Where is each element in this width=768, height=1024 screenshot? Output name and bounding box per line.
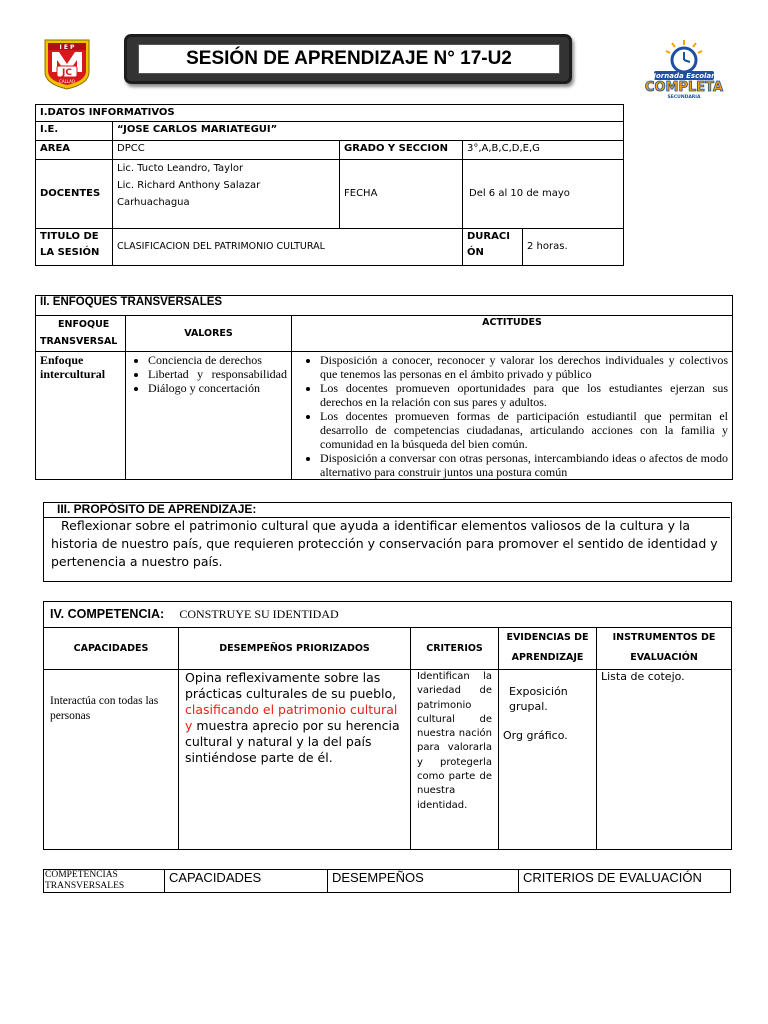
col-instrumentos-line1: INSTRUMENTOS DE xyxy=(612,632,716,643)
col-enfoque-line1: ENFOQUE xyxy=(58,319,110,330)
actitudes-ul xyxy=(296,353,728,479)
enfoque-line1: Enfoque xyxy=(40,353,84,367)
grado-value: 3°,A,B,C,D,E,G xyxy=(463,141,624,160)
grado-label: GRADO Y SECCION xyxy=(340,141,463,160)
transversales-table xyxy=(43,869,731,893)
ie-value: “JOSE CARLOS MARIATEGUI” xyxy=(113,122,624,141)
instrumento-cell: Lista de cotejo. xyxy=(597,670,732,850)
col-instrumentos-line2: EVALUACIÓN xyxy=(630,652,698,663)
crest-bottom-text: CALLAO xyxy=(59,79,75,84)
col-desempenos: DESEMPEÑOS PRIORIZADOS xyxy=(179,628,411,670)
col-enfoque xyxy=(36,316,126,352)
competencia-table xyxy=(43,601,732,850)
page-title: SESIÓN DE APRENDIZAJE N° 17-U2 xyxy=(138,44,560,74)
col-evidencias xyxy=(499,628,597,670)
jec-logo xyxy=(636,38,732,100)
evidencia-2: Org gráfico. xyxy=(503,729,568,742)
school-crest-logo xyxy=(42,38,92,90)
jornada-escolar-completa-logo xyxy=(636,38,732,100)
fecha-label: FECHA xyxy=(340,160,463,229)
duracion-value: 2 horas. xyxy=(523,229,624,266)
school-crest-icon xyxy=(42,38,92,90)
crest-initials: JC xyxy=(62,68,72,78)
area-value: DPCC xyxy=(113,141,340,160)
titulo-label-line2: LA SESIÓN xyxy=(40,247,100,258)
datos-heading: I.DATOS INFORMATIVOS xyxy=(36,105,624,122)
actitud-item: • Disposición a conversar con otras personas, intercambiando ideas o afectos de modo alternativo para construir juntos una postura común xyxy=(320,451,728,479)
evidencia-1: Exposición grupal. xyxy=(509,685,568,713)
col-competencias-transversales: COMPETENCIAS TRANSVERSALES xyxy=(44,870,165,893)
col-criterios: CRITERIOS xyxy=(411,628,499,670)
docente-1: Lic. Tucto Leandro, Taylor xyxy=(117,163,244,174)
titulo-label-line1: TITULO DE xyxy=(40,231,99,242)
desempeno-text-a: Opina reflexivamente sobre las prácticas culturales de su pueblo, xyxy=(185,670,397,701)
proposito-text-body: Reflexionar sobre el patrimonio cultural que ayuda a identificar elementos valiosos de la cultura y la historia de nuestro país, que requieren protección y conservación para promover el sentido de identidad y pertenencia a nuestro país. xyxy=(51,518,718,569)
area-label: AREA xyxy=(36,141,113,160)
competencia-heading: IV. COMPETENCIA: xyxy=(50,607,165,621)
valores-list xyxy=(126,352,292,480)
jec-line3: SECUNDARIA xyxy=(667,95,701,100)
evidencia-cell xyxy=(499,670,597,850)
proposito-heading xyxy=(43,502,730,518)
col-evidencias-line2: APRENDIZAJE xyxy=(511,652,584,663)
fecha-value: Del 6 al 10 de mayo xyxy=(463,160,624,229)
jec-line1: Jornada Escolar xyxy=(653,72,715,80)
actitud-item: • Los docentes promueven formas de participación estudiantil que permitan el desarrollo de competencias ciudadanas, articulando acciones con la familia y comunidad en la búsqueda del bien común. xyxy=(320,409,728,451)
actitud-item: • Disposición a conocer, reconocer y valorar los derechos individuales y colectivos que tenemos las personas en el ámbito privado y público xyxy=(320,353,728,381)
desempeno-text-highlight: clasificando el patrimonio cultural y xyxy=(185,702,398,733)
enfoques-table xyxy=(35,295,733,480)
ie-label: I.E. xyxy=(36,122,113,141)
col-capacidades-t: CAPACIDADES xyxy=(165,870,328,893)
valor-item: • Libertad y responsabilidad xyxy=(148,367,287,381)
enfoque-intercultural xyxy=(36,352,126,480)
valores-ul xyxy=(130,353,287,395)
competencia-value: CONSTRUYE SU IDENTIDAD xyxy=(179,607,339,621)
docente-3: Carhuachagua xyxy=(117,197,190,208)
actitudes-list xyxy=(292,352,733,480)
docente-2: Lic. Richard Anthony Salazar xyxy=(117,180,261,191)
desempeno-text-b: muestra aprecio por su herencia cultural y natural y la del país sintiéndose parte de él. xyxy=(185,718,400,765)
capacidad-cell: Interactúa con todas las personas xyxy=(44,670,179,850)
crest-top-text: I E P xyxy=(59,44,75,51)
docentes-list xyxy=(113,160,340,229)
col-valores: VALORES xyxy=(126,316,292,352)
duracion-label-line1: DURACI xyxy=(467,231,510,242)
valor-item: • Conciencia de derechos xyxy=(148,353,287,367)
col-desempenos-t: DESEMPEÑOS xyxy=(328,870,519,893)
col-evidencias-line1: EVIDENCIAS DE xyxy=(506,632,589,643)
enfoques-heading: II. ENFOQUES TRANSVERSALES xyxy=(36,296,733,316)
titulo-value: CLASIFICACION DEL PATRIMONIO CULTURAL xyxy=(113,229,463,266)
criterio-cell: Identifican la variedad de patrimonio cultural de nuestra nación para valorarla y protegerla como parte de nuestra identidad. xyxy=(411,670,499,850)
valor-item: • Diálogo y concertación xyxy=(148,381,287,395)
datos-informativos-table xyxy=(35,104,624,266)
proposito-heading-text: III. PROPÓSITO DE APRENDIZAJE: xyxy=(57,502,257,516)
competencia-row xyxy=(44,602,732,628)
duracion-label xyxy=(463,229,523,266)
col-capacidades: CAPACIDADES xyxy=(44,628,179,670)
col-criterios-evaluacion: CRITERIOS DE EVALUACIÓN xyxy=(519,870,731,893)
jec-line2: COMPLETA xyxy=(644,80,724,95)
actitud-item: • Los docentes promueven oportunidades para que los estudiantes ejerzan sus derechos en la relación con sus pares y adultos. xyxy=(320,381,728,409)
col-enfoque-line2: TRANSVERSAL xyxy=(40,336,118,347)
titulo-label xyxy=(36,229,113,266)
duracion-label-line2: ÓN xyxy=(467,247,484,258)
col-actitudes: ACTITUDES xyxy=(292,316,733,352)
col-instrumentos xyxy=(597,628,732,670)
enfoque-line2: intercultural xyxy=(40,367,106,381)
desempeno-cell xyxy=(179,670,411,850)
docentes-label: DOCENTES xyxy=(36,160,113,229)
proposito-text xyxy=(51,517,723,571)
